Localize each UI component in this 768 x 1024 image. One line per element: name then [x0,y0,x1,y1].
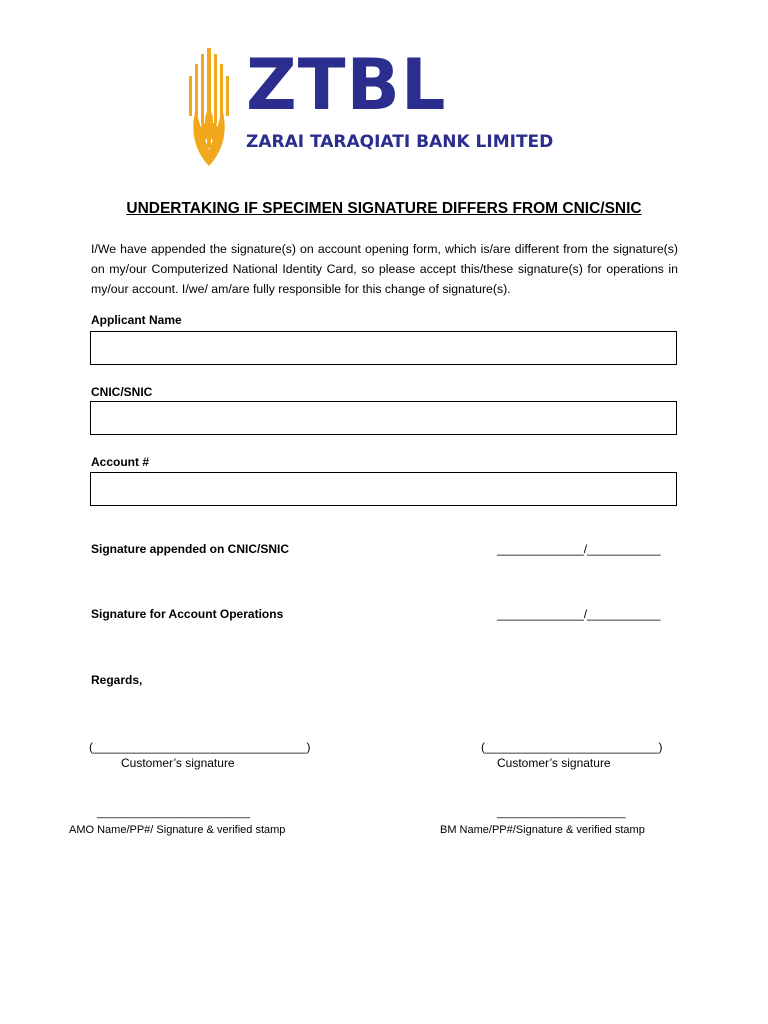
page-title: UNDERTAKING IF SPECIMEN SIGNATURE DIFFERS FROM CNIC/SNIC [126,200,642,217]
customer-signature-caption-right: Customer’s signature [497,756,611,770]
undertaking-text: I/We have appended the signature(s) on account opening form, which is/are different from the signature(s) on my/our Computerized National Identity Card, so please accept this/these signature(s) for operations in my/our account. I/we/ am/are fully responsible for this change of signature(s). [91,242,678,296]
operations-signature-line[interactable]: _____________/___________ [497,607,661,621]
applicant-name-field[interactable] [90,331,677,365]
amo-label: AMO Name/PP#/ Signature & verified stamp [69,824,286,836]
operations-signature-label: Signature for Account Operations [91,607,284,621]
cnic-signature-label: Signature appended on CNIC/SNIC [91,542,290,556]
regards-text: Regards, [91,673,143,687]
customer-signature-line-right[interactable]: (__________________________) [481,740,663,754]
customer-signature-line-left[interactable]: (________________________________) [89,740,311,754]
bm-label: BM Name/PP#/Signature & verified stamp [440,824,645,836]
cnic-label: CNIC/SNIC [91,385,153,399]
logo-wordmark: ZTBL [246,44,447,126]
bm-signature-line[interactable]: _____________________ [497,807,626,819]
cnic-signature-line[interactable]: _____________/___________ [497,542,661,556]
bank-name: ZARAI TARAQIATI BANK LIMITED [246,132,554,152]
account-number-field[interactable] [90,472,677,506]
bank-logo [186,46,586,168]
account-number-label: Account # [91,455,150,469]
customer-signature-caption-left: Customer’s signature [121,756,235,770]
applicant-name-label: Applicant Name [91,313,182,327]
amo-signature-line[interactable]: _________________________ [97,807,250,819]
wheat-icon [186,46,232,168]
cnic-field[interactable] [90,401,677,435]
